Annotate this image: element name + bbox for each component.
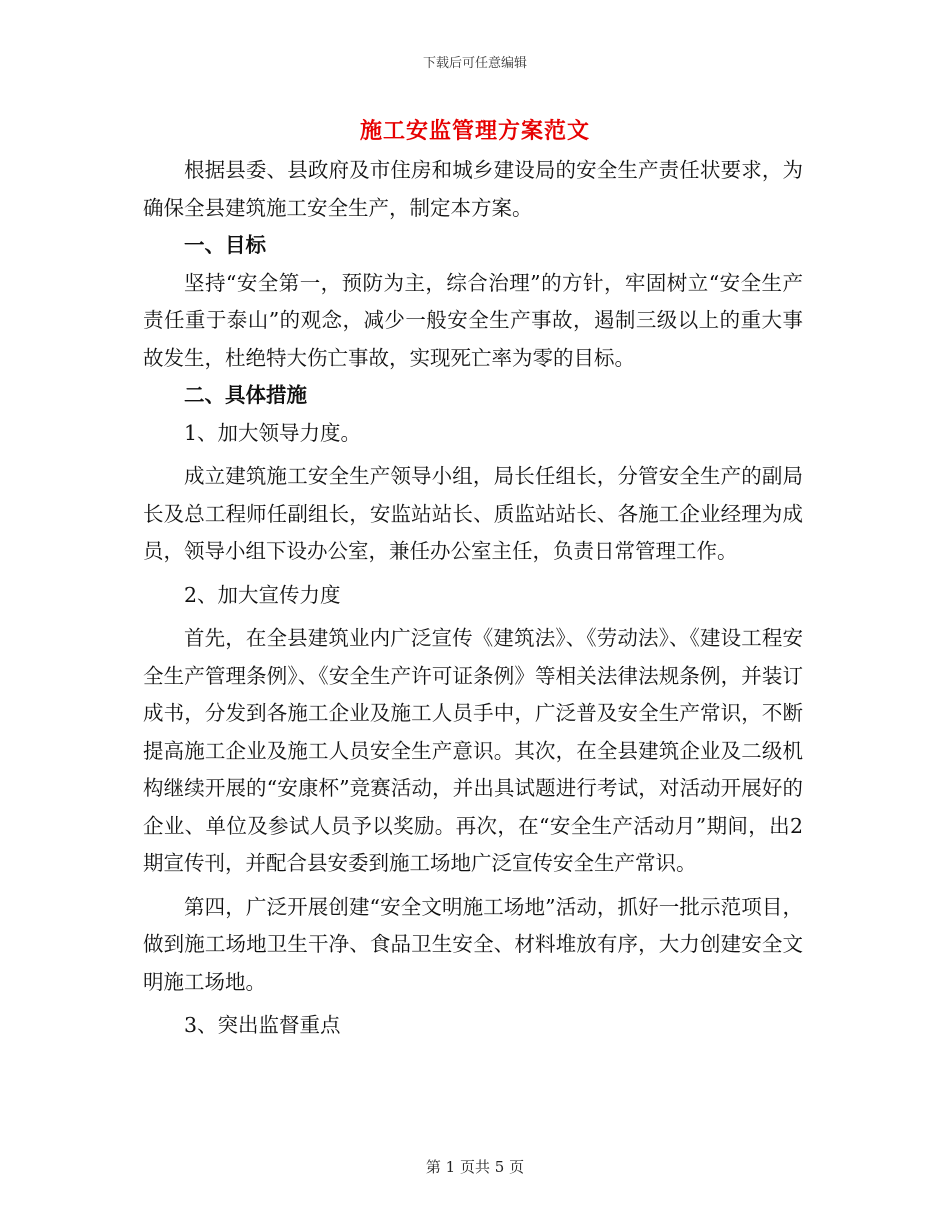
subheading-supervision: 3、突出监督重点	[184, 1013, 341, 1037]
document-body	[143, 152, 803, 1045]
subheading-leadership: 1、加大领导力度。	[184, 420, 362, 445]
paragraph-leadership: 成立建筑施工安全生产领导小组，局长任组长，分管安全生产的副局长及总工程师任副组长，安监站站长、质监站站长、各施工企业经理为成员，领导小组下设办公室，兼任办公室主任，负责日常管理工作。	[143, 464, 803, 563]
page-number: 第 1 页共 5 页	[425, 1158, 525, 1176]
paragraph-intro: 根据县委、县政府及市住房和城乡建设局的安全生产责任状要求，为确保全县建筑施工安全生产，制定本方案。	[143, 158, 803, 220]
paragraph-goal: 坚持“安全第一，预防为主，综合治理”的方针，牢固树立“安全生产责任重于泰山”的观念，减少一般安全生产事故，遏制三级以上的重大事故发生，杜绝特大伤亡事故，实现死亡率为零的目标。	[143, 270, 803, 370]
subheading-publicity: 2、加大宣传力度	[184, 582, 341, 607]
document-title: 施工安监管理方案范文	[359, 118, 590, 144]
section-heading-measures: 二、具体措施	[184, 383, 307, 407]
paragraph-civilized-site: 第四，广泛开展创建“安全文明施工场地”活动，抓好一批示范项目，做到施工场地卫生干净、食品卫生安全、材料堆放有序，大力创建安全文明施工场地。	[143, 894, 803, 994]
section-heading-goal: 一、目标	[184, 233, 266, 257]
paragraph-publicity: 首先，在全县建筑业内广泛宣传《建筑法》、《劳动法》、《建设工程安全生产管理条例》、《安全生产许可证条例》等相关法律法规条例，并装订成书，分发到各施工企业及施工人员手中，广泛普及安全生产常识，不断提高施工企业及施工人员安全生产意识。其次，在全县建筑企业及二级机构继续开展的“安康杯”竞赛活动，并出具试题进行考试，对活动开展好的企业、单位及参试人员予以奖励。再次，在“安全生产活动月”期间，出2期宣传刊，并配合县安委到施工场地广泛宣传安全生产常识。	[143, 626, 803, 875]
page-header-note: 下载后可任意编辑	[422, 56, 527, 71]
